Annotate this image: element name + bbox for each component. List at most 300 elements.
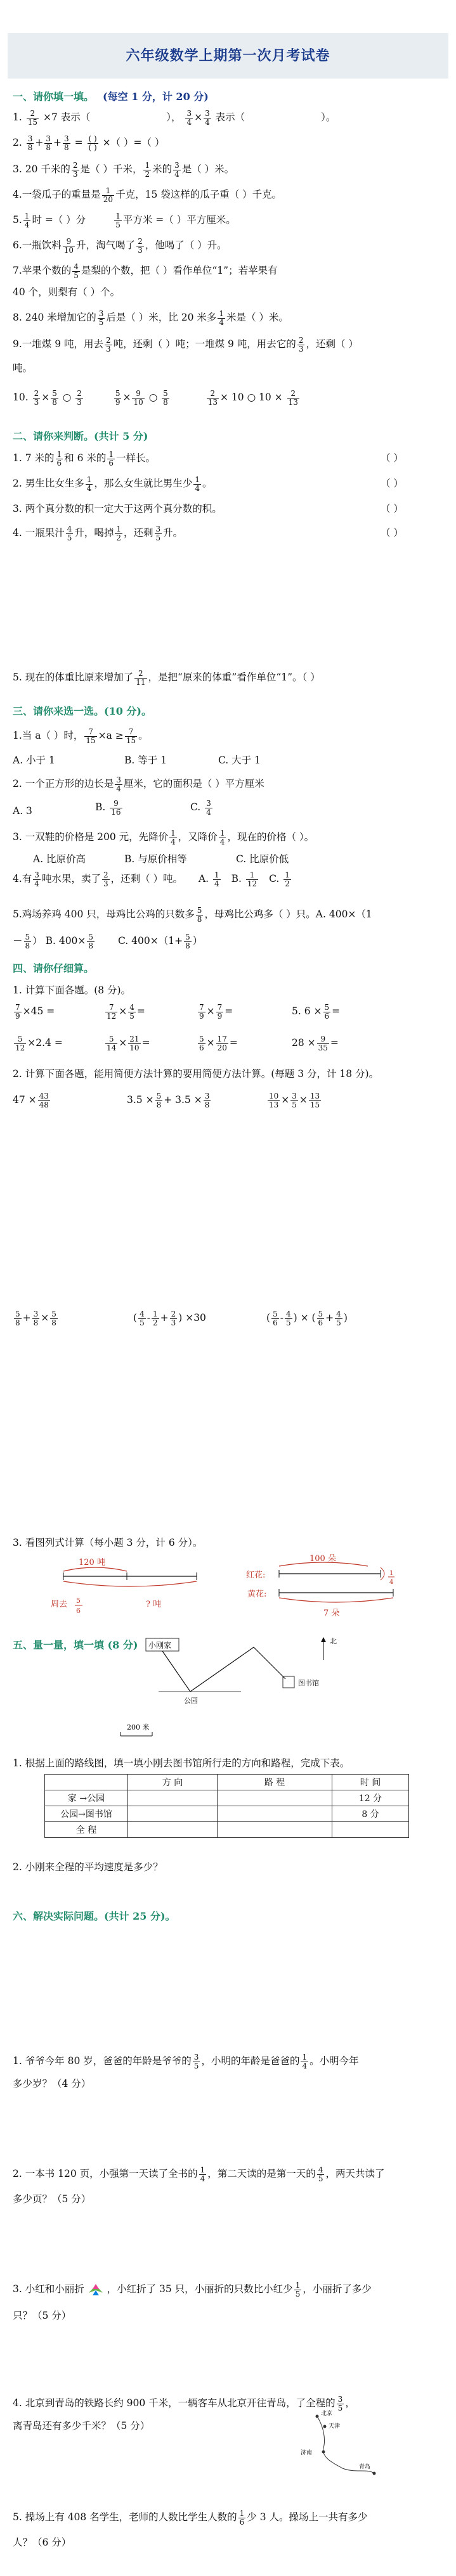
p5-b: 少 3 人。操场上一共有多少 [247,2511,368,2523]
frac [323,1004,331,1021]
frac-1-20 [102,187,114,204]
calc-intro1-text: 1. 计算下面各题。(8 分)。 [13,985,131,996]
park-label: 公园 [184,1697,198,1705]
den: 12 [247,879,257,888]
t: = [141,1037,150,1049]
section-1-note: (每空 1 分，计 20 分) [103,91,209,103]
num: 2 [207,390,219,399]
section-4-title: 四、请你仔细算。 [13,962,94,974]
num: 5 [25,932,30,941]
judge-j1 [13,449,444,468]
q9-text-d: 吨。 [13,362,33,374]
den: 10 [129,1043,140,1052]
den: 3 [34,397,39,407]
num: 3 [337,2394,343,2404]
table-cell[interactable] [128,1790,218,1806]
t: 5. 6 × [292,1005,322,1017]
section-2-heading [13,428,148,443]
frac-num: 5 [76,1597,81,1605]
q6-text-a: 6.一瓶饮料 [13,239,62,251]
fill-q3 [13,160,444,179]
num: 5 [163,388,168,398]
frac [246,871,258,888]
option-b[interactable]: B. 与原价相等 [124,853,187,865]
calc-m6 [266,1309,348,1327]
num: 4 [318,2165,323,2174]
den: 35 [318,1043,328,1052]
frac [301,2053,308,2070]
choose-c1 [13,726,444,745]
t: + [22,1312,31,1323]
q3-text-d: 是（ ）米。 [181,163,235,175]
den: 8 [156,1100,162,1109]
j1-b: 和 6 米的 [64,452,107,464]
table-cell[interactable] [128,1822,218,1838]
frac [105,1035,117,1052]
t: 28 × [292,1037,316,1049]
den: 8 [197,914,202,924]
table-cell[interactable] [218,1806,332,1822]
home-label: 小刚家 [148,1641,172,1650]
c2-a: 2. 一个正方形的边长是 [13,778,114,789]
calc-eq3 [197,1002,233,1021]
frac [309,1092,321,1109]
q7-text-c: 40 个，则梨有（ ）个。 [13,286,121,298]
num: 1 [171,828,176,838]
label-used: 周去 [51,1600,68,1609]
frac [86,476,93,493]
c5-d[interactable]: C. 400×（1+ [117,935,183,947]
map-q2-text: 2. 小刚来全程的平均速度是多少？ [13,1861,163,1873]
t: × [119,1037,127,1049]
den: 4 [34,879,39,888]
den: 8 [27,143,33,152]
frac [238,2509,246,2527]
frac-2-3 [297,336,305,354]
num: 2 [134,670,147,679]
fill-q9-cont [13,359,444,378]
num: 5 [88,932,94,941]
exam-title-bar [8,33,448,79]
option-a[interactable]: A. 比原价高 [33,853,86,865]
q6-text-c: ，他喝了（ ）升。 [145,239,227,251]
den: 5 [285,1318,291,1327]
den: 8 [204,1100,210,1109]
brace-bottom [279,1598,393,1602]
t: × [41,1312,49,1323]
den: 3 [138,245,143,255]
num: 3 [292,1091,297,1100]
q3-text-c: 米的 [152,163,173,175]
den: 4 [206,807,211,817]
frac [170,1310,178,1327]
den: 48 [39,1100,49,1109]
diagram-1 [51,1558,197,1615]
den: 13 [288,397,298,407]
fill-q1 [13,108,444,127]
calc-intro2-text: 2. 计算下面各题，能用简便方法计算的要用简便方法计算。(每题 3 分，计 18 分)。 [13,1068,379,1080]
num: 3 [116,775,121,784]
route-map [95,1635,381,1749]
p3-b: ，小红折了 35 只，小丽折的只数比小红少 [107,2283,293,2295]
num: 4 [67,524,72,533]
q8-text-c: 米是（ ）米。 [226,312,289,323]
city-qingdao: 青岛 [359,2464,371,2470]
num: 9 [110,800,122,808]
frac [216,1035,228,1052]
answer-paren[interactable]: （ ） [381,478,403,489]
frac-1-4 [23,212,31,229]
frac [115,776,122,793]
num: 9 [132,390,144,399]
c5-c[interactable]: ） B. 400× [32,935,86,947]
brace-top [63,1567,127,1571]
den: 5 [295,2289,301,2299]
den: 4 [214,879,219,888]
num: 4 [129,1002,134,1012]
frac [56,450,63,468]
frac [268,1092,280,1109]
calc-eq8 [292,1034,339,1052]
frac [219,829,226,846]
den: 9 [15,1011,20,1021]
den: 4 [174,169,179,179]
frac [63,135,70,152]
num: 7 [217,1002,223,1012]
num: 1 [195,475,200,484]
option-a[interactable]: A. 3 [13,805,32,817]
frac-2-15 [27,110,39,127]
num: 3 [155,524,161,533]
brace-side [381,1567,384,1580]
c4-a: 4.有 [13,873,32,884]
fill-q2: 2. $\frac{3}{8}$ + $\frac{3}{8}$ + $\frac{3}{8}$ = $\frac{( )}{( )}$ ×（ ）=（ ） [13,134,165,152]
table-header-cell: 时 间 [332,1775,409,1790]
frac [138,1310,146,1327]
den: 4 [86,483,92,493]
q1-text-b: ）， [166,112,181,123]
fill-q7-cont [13,283,444,302]
num: 3 [27,134,33,143]
fill-q8 [13,308,444,327]
den: 4 [195,483,200,493]
calc-m3 [266,1091,322,1109]
j4-c: ，还剩 [124,527,153,539]
table-cell[interactable] [218,1790,332,1806]
frac [66,525,74,542]
option-c[interactable] [190,798,214,817]
frac-1-2 [143,162,151,179]
den: 13 [207,397,218,407]
den: 8 [163,397,168,407]
frac-3-4 [204,110,211,127]
t: ( [133,1312,138,1323]
section-4-heading [13,960,94,975]
route-table [44,1774,409,1838]
section-6-title: 六、解决实际问题。(共计 25 分)。 [13,1910,176,1922]
num: 1 [219,828,225,838]
den: 5 [129,1011,134,1021]
num: 5 [273,1309,278,1318]
frac [285,1310,292,1327]
c4-c: ，还剩（ ）吨。 [110,873,183,884]
north-label: 北 [330,1637,337,1645]
frac [14,1310,22,1327]
p5-c: 人？（6 分） [13,2537,72,2548]
den: 4 [200,2174,205,2183]
frac [335,1310,342,1327]
c5-b: ，母鸡比公鸡多（ ）只。A. 400×（1 [204,909,372,920]
den: 3 [171,1318,176,1327]
frac [87,933,94,950]
table-cell: 12 分 [332,1790,409,1806]
c3-c: ，现在的价格（ ）。 [227,831,315,843]
j5-a: 5. 现在的体重比原来增加了 [13,672,134,683]
frac [128,1035,140,1052]
num: 4 [285,1309,291,1318]
q1-num: 1. [13,112,22,123]
judge-j5 [13,668,444,687]
frac [38,1092,50,1109]
problem-1-cont [13,2074,444,2093]
num: 3 [34,870,39,879]
num: 2 [27,110,39,118]
den: 20 [103,194,114,204]
frac [193,2053,200,2070]
table-cell[interactable] [218,1822,332,1838]
fill-q10: 10. $\frac{2}{3}$ × $\frac{5}{8}$ ○ $\frac{2}{3}$ $\frac{5}{9}$ × $\frac{9}{10}$ ○ $\frac{5}{8}$ $\frac{2}{13}$ × 10 ○ 10 × $\frac{2}{13}$ [13,388,298,407]
c2-b: 厘米，它的面积是（ ）平方厘米 [123,778,264,789]
j1-c: 一样长。 [116,452,156,464]
q5-num: 5. [13,214,22,226]
route-home-park [162,1651,190,1692]
j2-a: 2. 男生比女生多 [13,478,84,489]
c2-c-label: C. [190,801,201,813]
num: 1 [56,449,62,459]
num: 5 [318,1309,323,1318]
q8-text-b: 后是（ ）米，比 20 米多 [106,312,217,323]
q2-num: 2. [13,137,22,148]
problem-3 [13,2280,444,2299]
den: 3 [298,344,304,354]
frac [128,1004,136,1021]
den: 16 [111,807,121,817]
paper-crane-icon [88,2283,104,2297]
calc-m2 [127,1091,212,1109]
section-2-title: 二、请你来判断。(共计 5 分) [13,430,148,442]
frac [33,871,41,888]
den: 9 [199,1011,204,1021]
choose-c5-options: － $\frac{5}{8}$ ） B. 400× $\frac{5}{8}$ C. 400×（1+ $\frac{5}{8}$ ） [13,932,203,950]
answer-paren[interactable]: （ ） [381,503,403,514]
num: 1 [295,2280,301,2290]
judge-j4 [13,523,444,542]
num: 3 [46,134,51,143]
den: 4 [171,837,176,846]
den: 5 [98,317,104,327]
fill-q7 [13,261,444,280]
p3-a: 3. 小红和小丽折 [13,2283,84,2295]
label-question: ? 吨 [146,1600,162,1609]
frac [196,907,204,924]
num: 5 [14,1035,26,1044]
frac-3-4 [185,110,193,127]
calc-eq1 [13,1002,55,1021]
q3-text-b: 是（ ）千米， [80,163,143,175]
p3-d: 只？（5 分） [13,2310,72,2321]
option-b-label[interactable]: B. [231,873,242,884]
q8-text-a: 8. 240 米增加它的 [13,312,96,323]
num: 4 [140,1309,145,1318]
city-beijing: 北京 [321,2411,333,2417]
c1-a: 1.当 a（ ）时， [13,730,84,741]
calc-intro-3 [13,1533,444,1552]
num: 13 [309,1091,320,1100]
north-arrowhead [321,1637,326,1642]
den: 14 [107,1043,117,1052]
frac [84,728,96,745]
p4-a: 4. 北京到青岛的铁路长约 900 千米，一辆客车从北京开往青岛， [13,2397,296,2409]
t: + [325,1312,334,1323]
option-a[interactable]: A. 小于 1 [13,755,55,766]
num: 2 [77,388,82,398]
frac-3-4 [173,162,181,179]
judge-j2 [13,474,444,493]
den: 8 [33,1318,39,1327]
t: = [229,1037,238,1049]
answer-paren[interactable]: （ ） [381,527,403,539]
den: 5 [67,533,72,542]
t: + [160,1312,169,1323]
den: 4 [116,784,121,793]
t: × [206,1005,215,1017]
den: 15 [309,1100,320,1109]
den: 13 [269,1100,279,1109]
num: 3 [204,1091,210,1100]
frac [75,390,83,407]
num: 2 [103,870,108,879]
j4-d: 升。 [163,527,183,539]
q9-text-b: 吨，还剩（ ）吨；一堆煤 9 吨，用去它的 [113,338,296,350]
t: = [136,1005,145,1017]
choose-c5 [13,905,444,924]
q7-text-b: 是梨的个数，把（ ）看作单位“1”；若苹果有 [81,265,278,276]
frac [162,390,169,407]
c1-c: 。 [138,730,148,741]
library-label: 图书馆 [298,1679,319,1687]
q1-text-a: ×7 表示（ [42,112,91,123]
frac [33,390,41,407]
c1-b: ×a ≥ [98,730,124,741]
frac [271,1310,279,1327]
label-120: 120 吨 [79,1558,105,1567]
p4-d: 离青岛还有多少千米？（5 分） [13,2420,150,2432]
frac-2-3 [105,336,112,354]
option-c-label[interactable]: C. [269,873,280,884]
num: 2 [171,1309,176,1318]
frac [102,871,110,888]
num: 1 [145,160,150,170]
frac [24,933,32,950]
den: 8 [15,1318,20,1327]
j2-b: ，那么女生就比男生少 [94,478,193,489]
num: 2 [287,390,299,399]
p2-a: 2. 一本书 120 页，小强第一天读了全书的 [13,2168,198,2179]
option-b[interactable]: B. 等于 1 [124,755,167,766]
p2-c: ，两天共读了 [325,2168,385,2179]
frac [155,525,162,542]
num: 1 [302,2052,308,2062]
num: 21 [129,1034,140,1043]
den: 4 [302,2061,308,2070]
problem-2 [13,2164,444,2183]
judge-j3 [13,499,444,518]
num: 2 [138,236,143,246]
den: 8 [51,1318,56,1327]
num: 9 [317,1035,329,1044]
frac [216,1004,224,1021]
j3-text: 3. 两个真分数的积一定大于这两个真分数的积。 [13,503,222,514]
option-c[interactable]: C. 大于 1 [218,755,261,766]
num: 3 [33,1309,39,1318]
c5-e: ） [192,935,203,947]
frac-den: 6 [76,1607,81,1615]
p1-c: 。小明今年 [309,2055,359,2067]
frac-blank[interactable]: $\frac{( )}{( )}$ [88,134,97,152]
calc-eq5 [13,1034,63,1052]
frac [50,1310,58,1327]
frac [44,135,52,152]
num: 1 [219,309,225,318]
choose-c3 [13,827,444,846]
num: 3 [98,309,104,318]
t: × [299,1094,308,1106]
label-7: 7 朵 [323,1609,340,1618]
table-cell: 8 分 [332,1806,409,1822]
num: 1 [108,449,114,459]
frac-3-5 [98,310,105,327]
option-a-label[interactable]: A. [198,873,209,884]
p1-a: 1. 爷爷今年 80 岁，爸爸的年龄是爷爷的 [13,2055,192,2067]
frac [283,871,291,888]
den: 6 [199,1043,204,1052]
den: 15 [27,117,38,127]
frac [198,1035,205,1052]
frac [290,1092,298,1109]
table-cell[interactable] [128,1806,218,1822]
q9-text-a: 9.一堆煤 9 吨，用去 [13,338,104,350]
exam-title: 六年级数学上期第一次月考试卷 [126,48,330,64]
answer-paren[interactable]: （ ） [381,452,403,464]
city-dot [316,2415,319,2418]
q10-num: 10. [13,392,29,403]
choose-c4 [13,869,444,888]
table-cell[interactable] [332,1822,409,1838]
q7-text-a: 7.苹果个数的 [13,265,72,276]
t: 3.5 × [127,1094,154,1106]
p5-a: 5. 操场上有 408 名学生，老师的人数比学生人数的 [13,2511,237,2523]
num: 5 [324,1002,330,1012]
num: 1 [115,211,121,220]
j2-c: 。 [202,478,212,489]
label-100: 100 朵 [309,1554,336,1564]
option-b[interactable]: B. $\frac{9}{16}$ [95,798,121,817]
option-c[interactable]: C. 比原价低 [236,853,289,865]
num: 2 [72,160,78,170]
table-header-cell: 方 向 [128,1775,218,1790]
frac-2-3 [136,238,144,255]
section-3-heading [13,703,152,718]
